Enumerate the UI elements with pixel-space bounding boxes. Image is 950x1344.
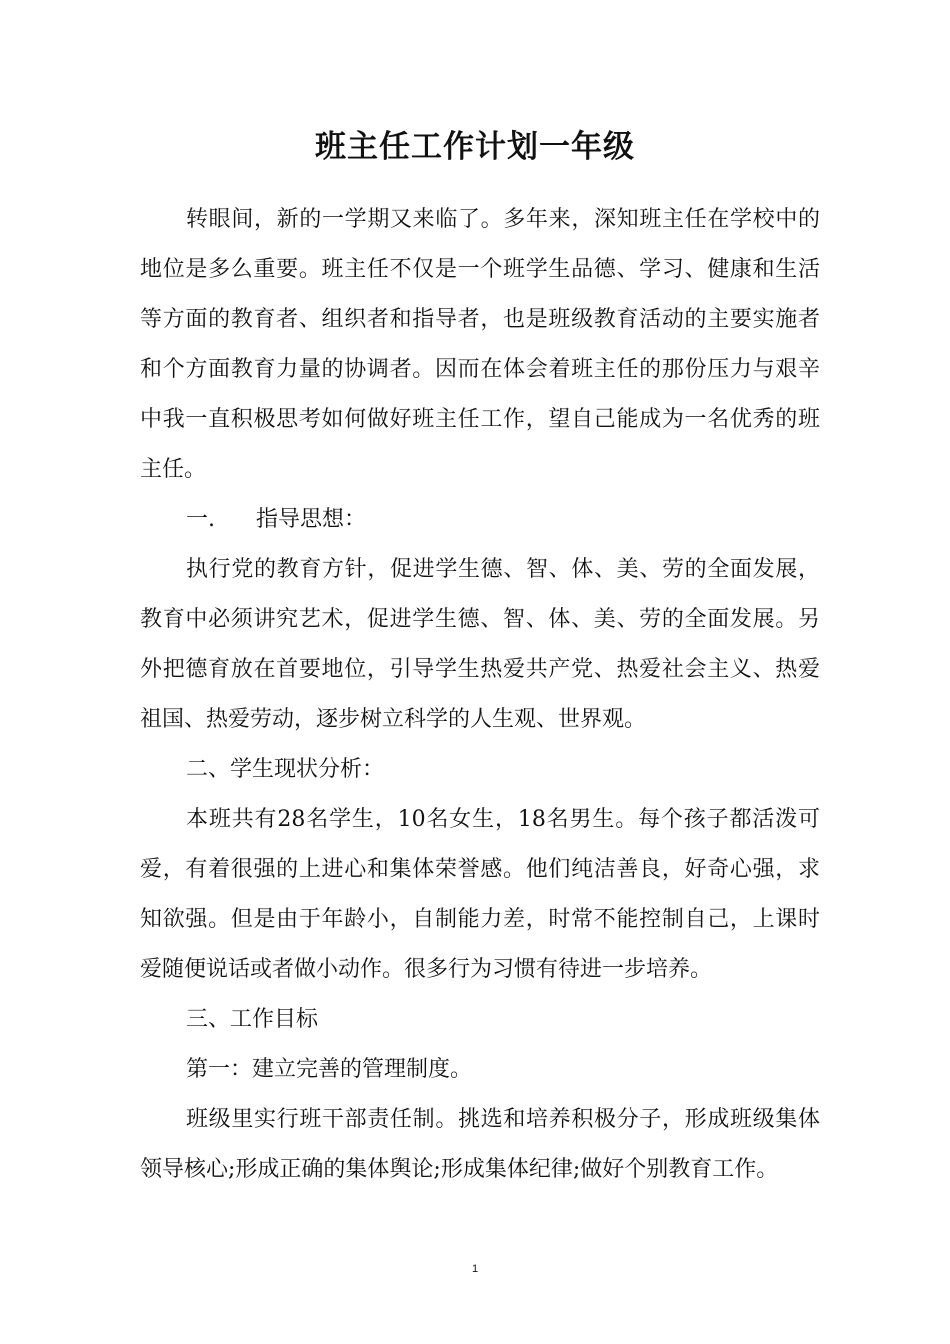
intro-paragraph: 转眼间，新的一学期又来临了。多年来，深知班主任在学校中的地位是多么重要。班主任不仅是一个班学生品德、学习、健康和生活等方面的教育者、组织者和指导者，也是班级教育活动的主要实施者和个方面教育力量的协调者。因而在体会着班主任的那份压力与艰辛中我一直积极思考如何做好班主任工作，望自己能成为一名优秀的班主任。 [140,207,820,482]
document-body [140,195,820,1195]
section-heading-work-goals: 三、工作目标 [186,1007,319,1032]
goal-one-paragraph: 班级里实行班干部责任制。挑选和培养积极分子，形成班级集体领导核心;形成正确的集体舆论;形成集体纪律;做好个别教育工作。 [140,1107,820,1182]
section-number: 一. [186,507,215,532]
page-number: 1 [471,1263,479,1275]
guiding-thought-paragraph: 执行党的教育方针，促进学生德、智、体、美、劳的全面发展，教育中必须讲究艺术，促进学生德、智、体、美、劳的全面发展。另外把德育放在首要地位，引导学生热爱共产党、热爱社会主义、热爱祖国、热爱劳动，逐步树立科学的人生观、世界观。 [140,557,820,732]
student-analysis-paragraph: 本班共有28名学生，10名女生，18名男生。每个孩子都活泼可爱，有着很强的上进心和集体荣誉感。他们纯洁善良，好奇心强，求知欲强。但是由于年龄小，自制能力差，时常不能控制自己，上课时爱随便说话或者做小动作。很多行为习惯有待进一步培养。 [140,807,820,982]
section-heading-guiding-thought [140,495,820,545]
section-label: 指导思想： [256,507,367,532]
goal-one-heading: 第一：建立完善的管理制度。 [186,1057,473,1082]
document-title: 班主任工作计划一年级 [315,129,635,165]
section-heading-student-analysis: 二、学生现状分析： [186,757,385,782]
